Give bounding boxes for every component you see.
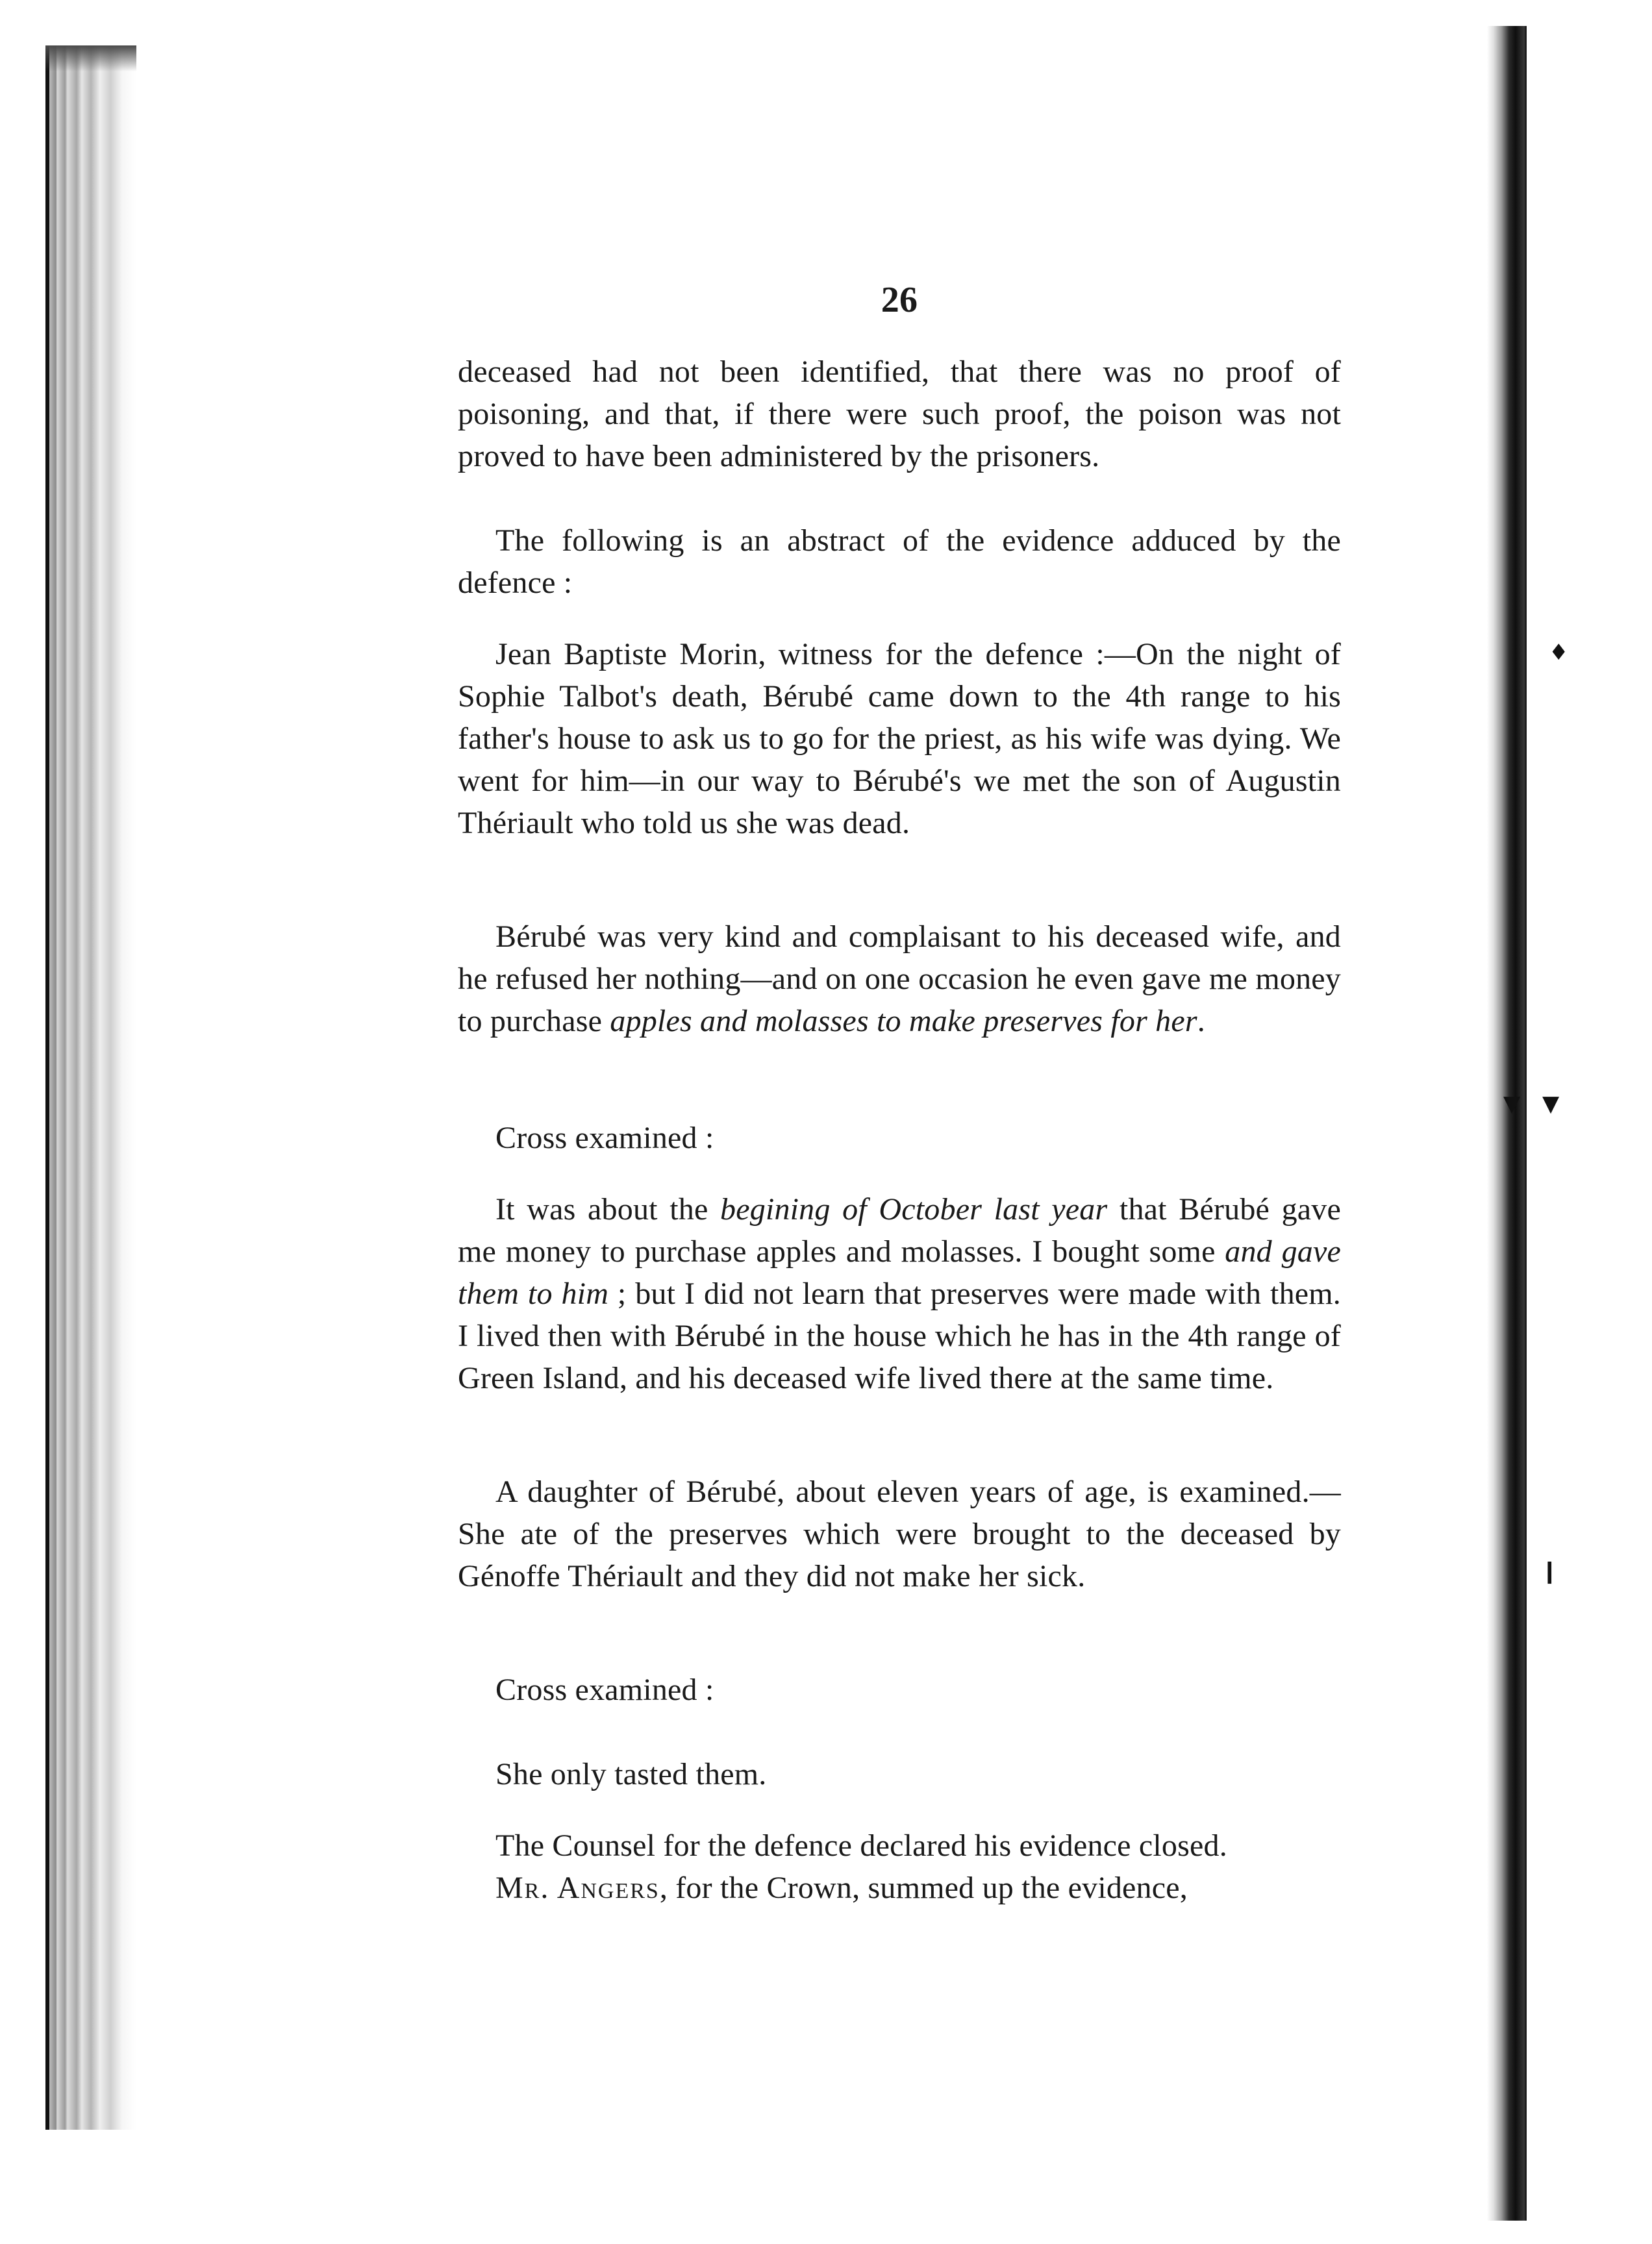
page-number: 26: [881, 280, 918, 320]
edge-mark-4: ❙: [1540, 1558, 1559, 1584]
speaker-name: Mr. Angers: [495, 1871, 660, 1905]
paragraph-1: deceased had not been identified, that there was no proof of poisoning, and that, if there were such proof, the poison was not proved to have been administered by the prisoners.: [458, 355, 1341, 473]
paragraph-6: [458, 1188, 1341, 1399]
paragraph-4-text: Bérubé was very kind and complaisant to his deceased wife, and he refused her nothing—and on one occasion he even gave me money to purchase: [458, 919, 1341, 1038]
cross-examined-heading-2: Cross examined :: [495, 1673, 714, 1707]
paragraph-4: [458, 916, 1341, 1042]
paragraph-6-italic-2: and gave them to him: [458, 1234, 1341, 1311]
paragraph-6-c: that Bérubé gave me money to purchase apples and molasses. I bought some: [458, 1192, 1341, 1269]
edge-mark-3: ▼: [1542, 1091, 1560, 1117]
paragraph-2: The following is an abstract of the evidence adduced by the defence :: [458, 523, 1341, 600]
paragraph-4-italic: apples and molasses to make preserves for her: [610, 1004, 1197, 1038]
edge-mark-2: ▼: [1503, 1091, 1521, 1117]
gutter-shadow: [45, 45, 136, 71]
edge-mark-1: ♦: [1549, 640, 1569, 666]
paragraph-6-e: ; but I did not learn that preserves were made with them. I lived then with Bérubé in the house which he has in the 4th range of Green Island, and his deceased wife lived there at the same time.: [458, 1277, 1342, 1395]
paragraph-9: She only tasted them.: [495, 1757, 767, 1791]
paragraph-7-daughter-testimony: A daughter of Bérubé, about eleven years of age, is examined.—She ate of the preserves which were brought to the deceased by Génoffe Thériault and they did not make her sick.: [458, 1475, 1341, 1593]
paragraph-6-a: It was about the: [495, 1192, 720, 1227]
book-spine-right: [1487, 26, 1525, 2221]
paragraph-3-morin-testimony: Jean Baptiste Morin, witness for the defence :—On the night of Sophie Talbot's death, Bérubé came down to the 4th range to his father's house to ask us to go for the priest, as his wife was dying. We went for him—in our way to Bérubé's we met the son of Augustin Thériault who told us she was dead.: [458, 637, 1341, 840]
paragraph-4-end: .: [1197, 1004, 1205, 1038]
paragraph-10: The Counsel for the defence declared his evidence closed.: [495, 1828, 1227, 1863]
paragraph-11-rest: , for the Crown, summed up the evidence,: [659, 1871, 1188, 1905]
paragraph-6-italic-1: begining of October last year: [720, 1192, 1108, 1227]
paragraph-11: [495, 1867, 1341, 1909]
adjacent-page-strip: [1525, 26, 1652, 2221]
book-gutter-left: [45, 45, 136, 2130]
cross-examined-heading-1: Cross examined :: [495, 1121, 714, 1155]
